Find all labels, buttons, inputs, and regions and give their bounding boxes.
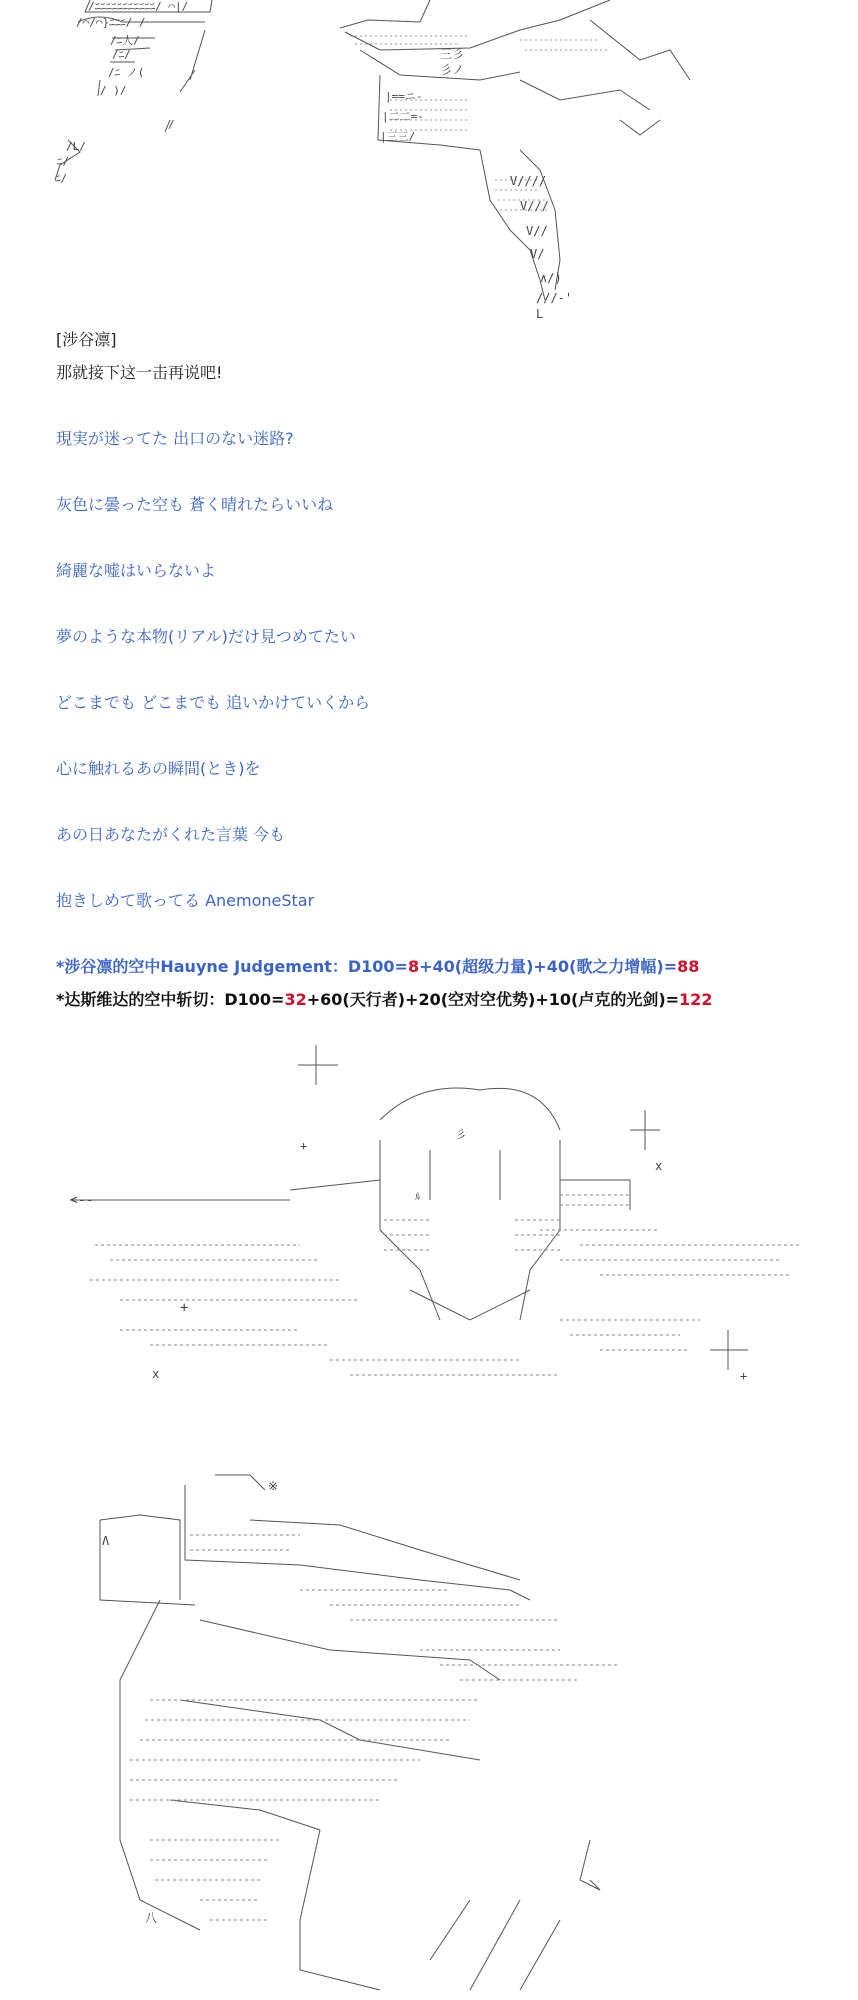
roll-prefix: *涉谷凛的空中Hauyne Judgement：D100= [56,957,408,976]
svg-text:L_: L_ [536,307,551,320]
roll-modifiers: +40(超级力量)+40(歌之力增幅)= [419,957,678,976]
svg-text:ﾆ/: ﾆ/ [57,155,70,168]
svg-text:V///: V/// [520,199,549,213]
svg-text:ﾆ/: ﾆ/ [55,172,68,185]
svg-text:|==ニ-: |==ニ- [385,90,423,103]
svg-text:Λ: Λ [102,1534,110,1548]
svg-text:/ﾆﾆﾆﾆﾆﾆﾆﾆﾆﾆﾆ/ ⌒|/: /ﾆﾆﾆﾆﾆﾆﾆﾆﾆﾆﾆ/ ⌒|/ [88,0,189,13]
svg-text:x: x [152,1367,160,1381]
svg-text:/: / [168,118,175,131]
svg-text:<--: <-- [70,1193,94,1208]
svg-text:/ﾆ人/: /ﾆ人/ [110,34,140,47]
dice-roll-vader [56,983,836,1016]
roll-total: 122 [679,990,713,1009]
lyric-line: 夢のような本物(リアル)だけ見つめてたい [56,627,356,646]
svg-text:+: + [180,1300,189,1316]
lyric-line: 綺麗な嘘はいらないよ [56,561,217,580]
svg-text:V//: V// [526,224,548,238]
roll-total: 88 [677,957,700,976]
lyric-line: 心に触れるあの瞬間(とき)を [56,759,261,778]
svg-text:+: + [740,1369,748,1383]
dice-roll-rin [56,950,836,983]
lyric-line: 現実が迷ってた 出口のない迷路? [56,429,294,448]
ascii-art-middle [0,1010,858,1390]
svg-text:///-': ///-' [536,291,573,305]
lyric-line: あの日あなたがくれた言葉 今も [56,825,286,844]
lyric-line: 抱きしめて歌ってる AnemoneStar [56,891,315,910]
svg-text:/L/: /L/ [66,140,86,153]
roll-modifiers: +60(天行者)+20(空对空优势)+10(卢克的光剑)= [306,990,680,1009]
svg-text:八: 八 [145,1911,158,1925]
svg-text:x: x [655,1159,663,1173]
svg-text:|三三/: |三三/ [380,130,416,143]
svg-text:彡: 彡 [455,1128,466,1141]
svg-text:V/: V/ [530,247,545,261]
svg-text:/⌒/⌒}ﾆﾆﾆ/ /: /⌒/⌒}ﾆﾆﾆ/ / [76,16,146,29]
svg-text:彡ノ: 彡ノ [440,63,465,77]
svg-text:ﾙ: ﾙ [415,1190,421,1203]
svg-text:/ﾆ ノ(: /ﾆ ノ( [108,66,145,79]
dialogue-line: 那就接下这一击再说吧! [56,363,223,382]
ascii-art-bottom [0,1400,858,2000]
svg-text:/ )/: / )/ [100,84,127,97]
svg-text:|二二=-: |二二=- [382,110,424,123]
ascii-art-top [0,0,858,320]
speaker-name: [涉谷凛] [56,330,117,349]
post-body [56,323,836,1016]
roll-dice: 8 [407,957,420,976]
svg-text:+: + [300,1139,308,1153]
lyric-line: どこまでも どこまでも 追いかけていくから [56,693,371,712]
svg-text:V////: V//// [510,174,547,188]
svg-text:三彡: 三彡 [440,47,465,61]
svg-text:/ﾆ/: /ﾆ/ [112,48,131,61]
roll-dice: 32 [284,990,307,1009]
svg-text:※: ※ [268,1479,279,1493]
svg-text:∧/): ∧/) [540,271,562,285]
lyric-line: 灰色に曇った空も 蒼く晴れたらいいね [56,495,334,514]
roll-prefix: *达斯维达的空中斩切：D100= [56,990,285,1009]
